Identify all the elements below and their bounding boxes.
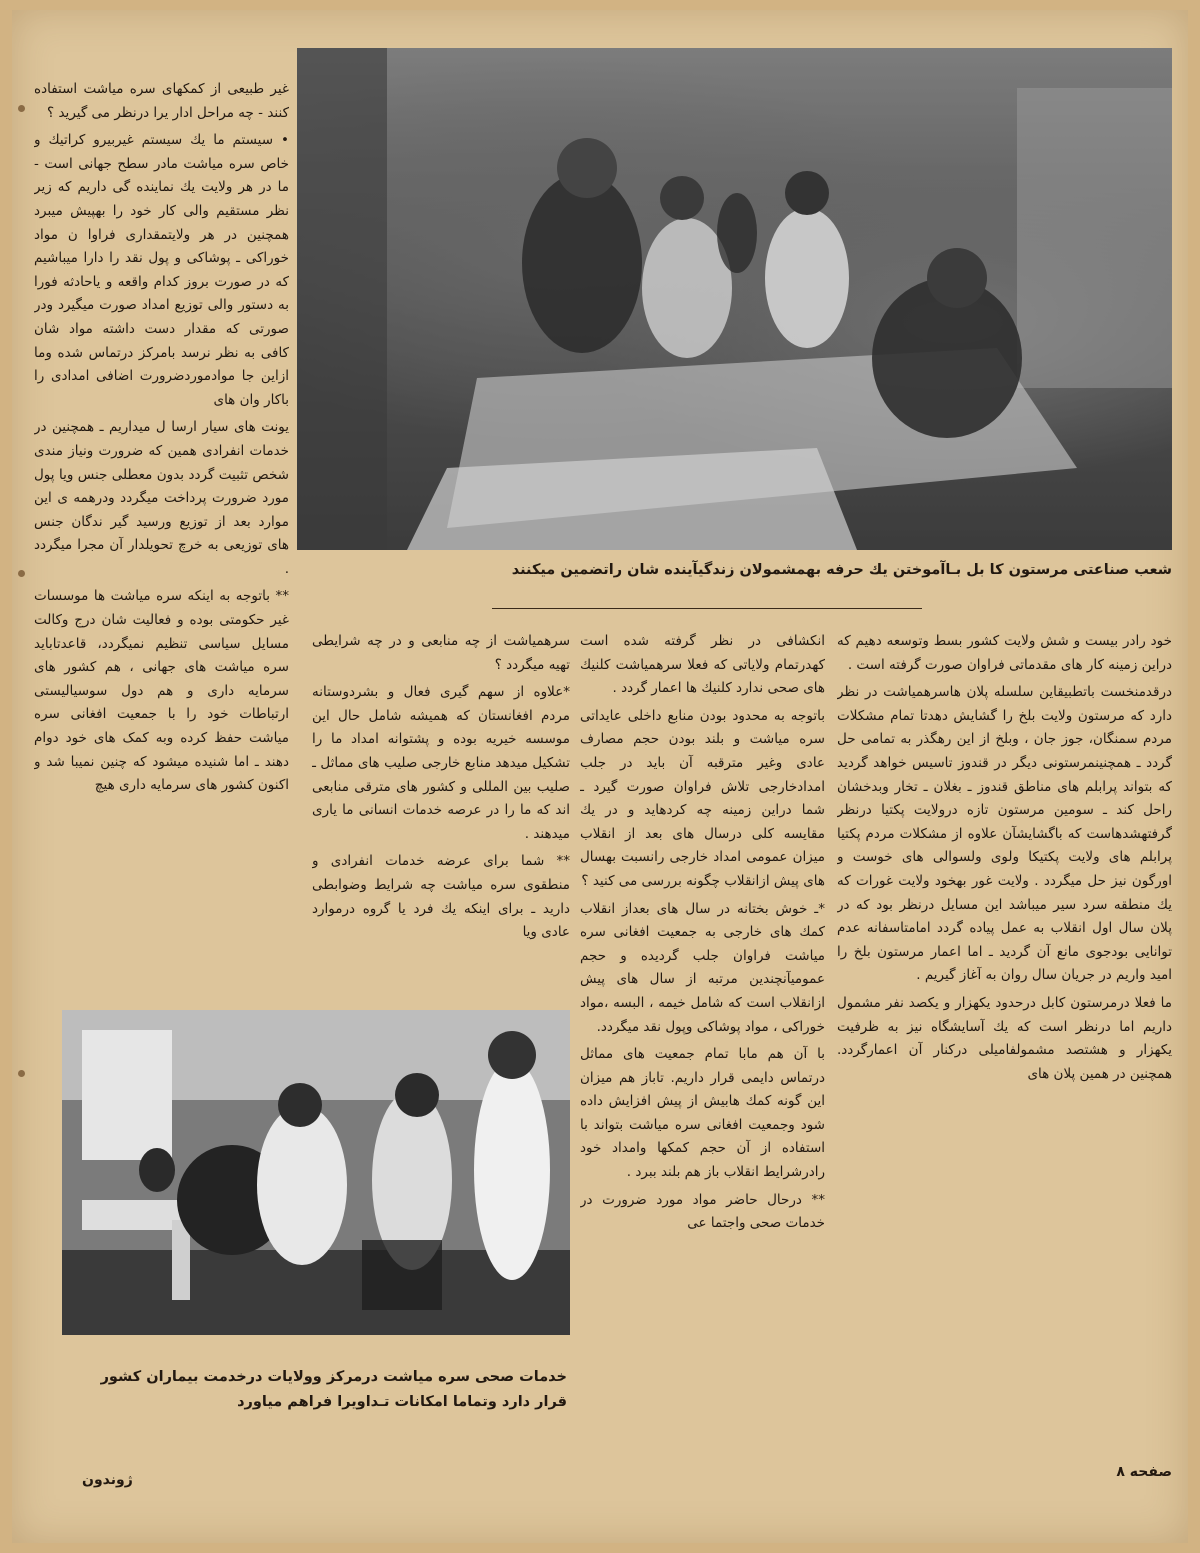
paragraph: ما فعلا درمرستون کابل درحدود یکهزار و یکصد نفر مشمول داریم اما درنظر است که یك آسایشگاه نیز به ظرفیت یکهزار و هشتصد مشمولفامیلی درکنار آن اعمارگردد. همچنین در همین پلان های bbox=[837, 994, 1172, 1082]
bottom-photo bbox=[62, 1010, 570, 1335]
paragraph: یونت های سیار ارسا ل میداریم ـ همچنین در خدمات انفرادی همین که ضرورت ونیاز مندی شخص تثبیت گردد بدون معطلی جنس ویا پول مورد ضرورت پرداخت میگردد ودرهمه ی این موارد بعد از توزیع ورسید گیر ندگان جنس های توزیعی به خرچ تحویلدار آن مجرا میگردد . bbox=[34, 419, 289, 577]
article-column-middle-left bbox=[312, 630, 570, 995]
caption-line: قرار دارد وتماما امکانات تـداویرا فراهم میاورد bbox=[237, 1394, 567, 1410]
binder-hole bbox=[18, 105, 25, 112]
paragraph: غیر طبیعی از کمکهای سره میاشت استفاده کنند - چه مراحل ادار یرا درنظر می گیرید ؟ bbox=[34, 81, 289, 121]
paragraph: درقدمنخست باتطبیقاین سلسله پلان هاسرهمیاشت در نظر دارد که مرستون ولایت بلخ را گشایش دهدتا تمام مشکلات مردم سمنگان، جوز جان ، وبلخ از این رهگذر به تمامی حل گردد ـ همچنینمرستونی دیگر در قندوز تاسیس خواهد گردید که بتواند پرابلم های مناطق قندوز ـ بغلان ـ تخار وبدخشان راحل کند ـ سومین مرستون تازه درولایت پکتیا درنظر گرفتهشدهاست که باگشایشآن علاوه از مشکلات مردم پکتیا پرابلم های ولایت پکتیکا ولوی ولسوالی های خوست و اورگون نیز حل میگردد . ولایت غور بهخود ولایت غورات که یك منطقه سرد سیر میباشد این مسایل درنظر بود که در پلان سال اول انقلاب به عمل پیاده گردد امامتاسفانه عدم توانایی بودجوی مانع آن گردید ـ اما اعمار مرستون بلخ را امید واریم در جریان سال روان به آغاز گیریم . bbox=[837, 684, 1172, 984]
paragraph: باتوجه به محدود بودن منابع داخلی عایداتی سره میاشت و بلند بودن حجم مصارف عادی وغیر مترقبه آن باید در جلب امدادخارجی تلاش فراوان صورت گیرد ـ شما دراین زمینه چه کردهاید و در یك مقایسه کلی درسال های بعد از انقلاب میزان عمومی امداد خارجی رانسبت بهسال های پیش ازانقلاب چگونه بررسی می کنید ؟ bbox=[580, 707, 825, 889]
paragraph: انکشافی در نظر گرفته شده است کهدرتمام ولایاتی که فعلا سرهمیاشت کلنیك های صحی ندارد کلنیك ها اعمار گردد . bbox=[580, 633, 825, 697]
paragraph: خود رادر بیست و شش ولایت کشور بسط وتوسعه دهیم که دراین زمینه کار های مقدماتی فراوان صورت گرفته است . bbox=[837, 633, 1172, 673]
binder-hole bbox=[18, 570, 25, 577]
binder-hole bbox=[18, 1070, 25, 1077]
medical-photo-image bbox=[62, 1010, 570, 1335]
magazine-page bbox=[12, 10, 1188, 1543]
bottom-photo-caption bbox=[67, 1365, 567, 1425]
paragraph: ** درحال حاضر مواد مورد ضرورت در خدمات صحی واجتما عی bbox=[580, 1191, 825, 1232]
top-photo bbox=[297, 48, 1172, 550]
paragraph: *علاوه از سهم گیری فعال و بشردوستانه مردم افغانستان که همیشه شامل حال این موسسه خیریه بوده و پشتوانه امداد ما را تشکیل میدهد منابع خارجی صلیب های مماثل ـ صلیب بین المللی و کشور های مترقی منابعی اند که ما را در عرصه خدمات انسانی ما یاری میدهند . bbox=[312, 684, 570, 842]
paragraph: ** باتوجه به اینکه سره میاشت ها موسسات غیر حکومتی بوده و فعالیت شان درج وکالت مسایل سیاسی تنظیم نمیگردد، قاعدتاباید سره میاشت های جهانی ، هم کشور های سرمایه داری و هم دول سوسیالیستی ارتباطات خود را با جمعیت افغانی سره میاشت حفظ کرده وبه کمک های خود دوام دهند ـ اما شنیده میشود که چنین نمیبا شد و اکنون کشور های سرمایه داری هیچ bbox=[34, 588, 289, 794]
top-photo-caption: شعب صناعتی مرستون کا بل بـاآموختن یك حرفه بهمشمولان زندگیآینده شان راتضمین میکنند bbox=[511, 562, 1172, 578]
page-number: صفحه ۸ bbox=[1116, 1464, 1172, 1480]
paragraph: *ـ خوش بختانه در سال های بعداز انقلاب کمك های خارجی به جمعیت افغانی سره میاشت فراوان جلب گردیده و حجم عمومیآنچندین مرتبه از سال های پیش ازانقلاب است که شامل خیمه ، البسه ،مواد خوراکی ، مواد پوشاکی وپول نقد میگردد. bbox=[580, 900, 825, 1035]
paragraph: • سیستم ما یك سیستم غیربیرو کراتیك و خاص سره میاشت مادر سطح جهانی است - ما در هر ولایت یك نماینده گی داریم که زیر نظر مستقیم والی کار خود را بهپیش میبرد همچنین در هر ولایتمقداری فراوا ن مواد خوراکی ـ پوشاکی و پول نقد را دارا میباشیم که در صورت بروز کدام واقعه و یاحادثه فورا به دستور والی توزیع امداد صورت میگیرد ودر صورتی که مقدار دست داشته مواد شان کافی به نظر نرسد بامرکز درتماس شده وما ازاین جا موادموردضرورت اضافی امدادی را باکار وان های bbox=[34, 132, 289, 408]
article-column-middle bbox=[580, 630, 825, 1540]
workshop-photo-image bbox=[297, 48, 1172, 550]
article-column-right bbox=[837, 630, 1172, 1520]
caption-line: خدمات صحی سره میاشت درمرکز وولایات درخدمت بیماران کشور bbox=[100, 1369, 567, 1385]
paragraph: با آن هم مابا تمام جمعیت های مماثل درتماس دایمی قرار داریم. تاباز هم میزان این گونه کمك هابیش از پیش افزایش داده شود وجمعیت افغانی سره میاشت بتواند با استفاده از آن حجم کمکها وامداد خود رادرشرایط انقلاب باز هم بلند ببرد . bbox=[580, 1046, 825, 1181]
caption-rule bbox=[492, 608, 922, 609]
paragraph: سرهمیاشت از چه منابعی و در چه شرایطی تهیه میگردد ؟ bbox=[312, 633, 570, 673]
magazine-name: ژوندون bbox=[82, 1472, 133, 1488]
paragraph: ** شما برای عرضه خدمات انفرادی و منطقوی سره میاشت چه شرایط وضوابطی دارید ـ برای اینکه یك فرد یا گروه درموارد عادی ویا bbox=[312, 853, 570, 941]
article-column-left-top bbox=[34, 78, 289, 998]
